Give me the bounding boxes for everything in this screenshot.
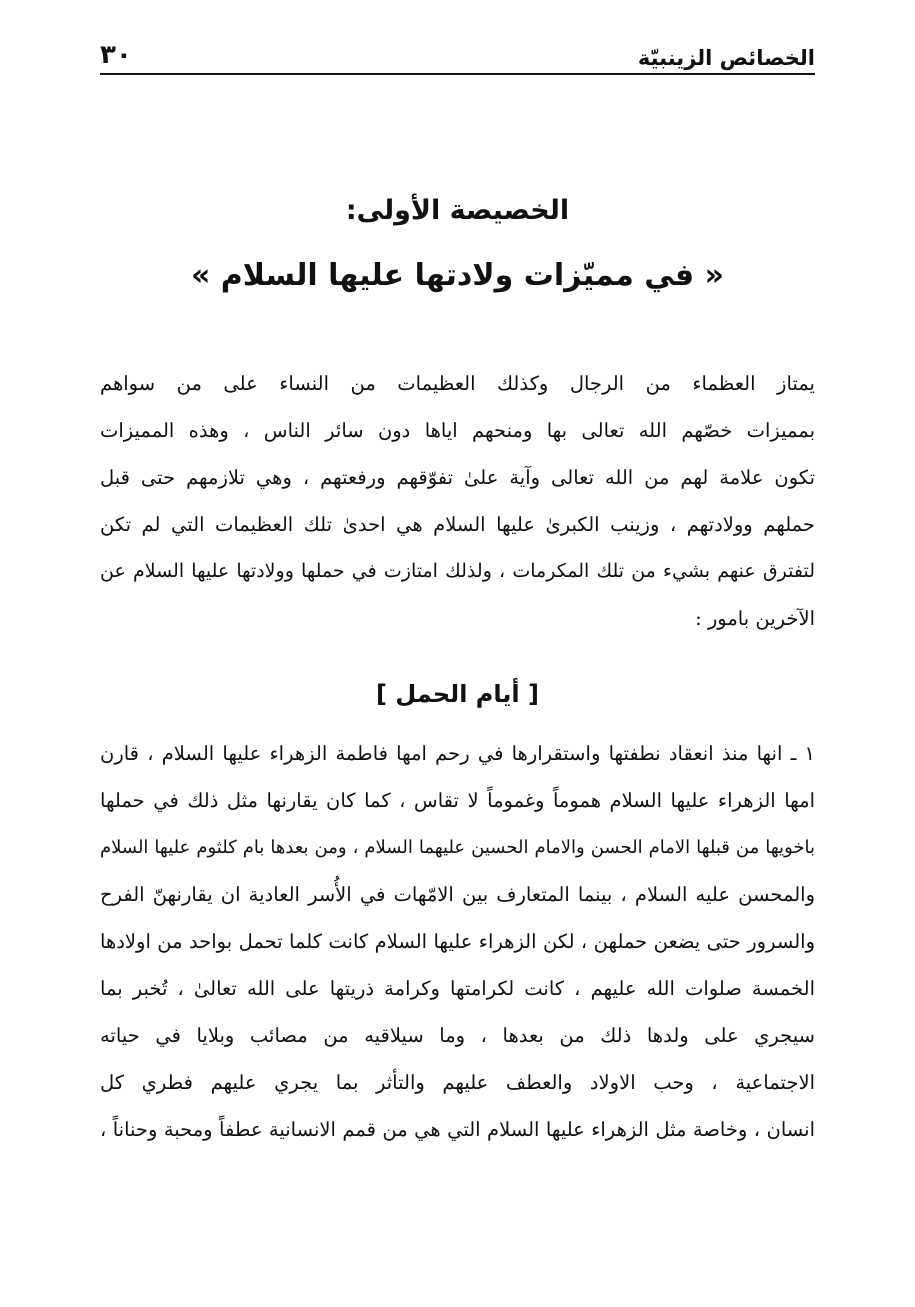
text-line: انسان ، وخاصة مثل الزهراء عليها السلام التي هي من قمم الانسانية عطفاً ومحبة وحناناً ، (100, 1118, 815, 1141)
running-title: الخصائص الزينبيّة (637, 46, 815, 70)
text-line: تكون علامة لهم من الله تعالى وآية علىٰ تفوّقهم ورفعتهم ، وهي تلازمهم حتى قبل (100, 466, 815, 489)
text-line: بمميزات خصّهم الله تعالى بها ومنحهم اياها دون سائر الناس ، وهذه المميزات (100, 419, 815, 442)
text-line: امها الزهراء عليها السلام هموماً وغموماً لا تقاس ، كما كان يقارنها مثل ذلك في حملها (100, 789, 815, 812)
running-header (100, 28, 815, 70)
text-line: الاجتماعية ، وحب الاولاد والعطف عليهم والتأثر بما يجري عليهم فطري كل (100, 1071, 815, 1094)
text-line: لتفترق عنهم بشيء من تلك المكرمات ، ولذلك امتازت في حملها وولادتها عليها السلام عن (100, 560, 815, 582)
intro-paragraph (100, 360, 815, 642)
text-line: باخويها من قبلها الامام الحسن والامام الحسين عليهما السلام ، ومن بعدها بام كلثوم عليها السلام (100, 837, 815, 858)
chapter-heading: الخصيصة الأولى: (345, 195, 570, 226)
header-divider (100, 73, 815, 75)
chapter-subtitle: « في مميّزات ولادتها عليها السلام » (190, 258, 725, 293)
body-paragraph (100, 730, 815, 1153)
text-line: والمحسن عليه السلام ، بينما المتعارف بين الامّهات في الأُسر العادية ان يقارنهنّ الفرح (100, 883, 815, 906)
text-line: سيجري على ولدها ذلك من بعدها ، وما سيلاقيه من مصائب وبلايا في حياته (100, 1024, 815, 1047)
text-line: والسرور حتى يضعن حملهن ، لكن الزهراء عليها السلام كانت كلما تحمل بواحد من اولادها (100, 930, 815, 953)
text-line: يمتاز العظماء من الرجال وكذلك العظيمات من النساء على من سواهم (100, 372, 815, 395)
text-line: الآخرين بامور : (695, 607, 815, 630)
page-number: ٣٠ (100, 40, 132, 70)
text-line: ١ ـ انها منذ انعقاد نطفتها واستقرارها في رحم امها فاطمة الزهراء عليها السلام ، قارن (100, 742, 815, 765)
text-line: حملهم وولادتهم ، وزينب الكبرىٰ عليها السلام هي احدىٰ تلك العظيمات التي لم تكن (100, 513, 815, 536)
section-heading: [ أيام الحمل ] (376, 680, 539, 708)
text-line: الخمسة صلوات الله عليهم ، كانت لكرامتها وكرامة ذريتها على الله تعالىٰ ، تُخبر بما (100, 977, 815, 1000)
